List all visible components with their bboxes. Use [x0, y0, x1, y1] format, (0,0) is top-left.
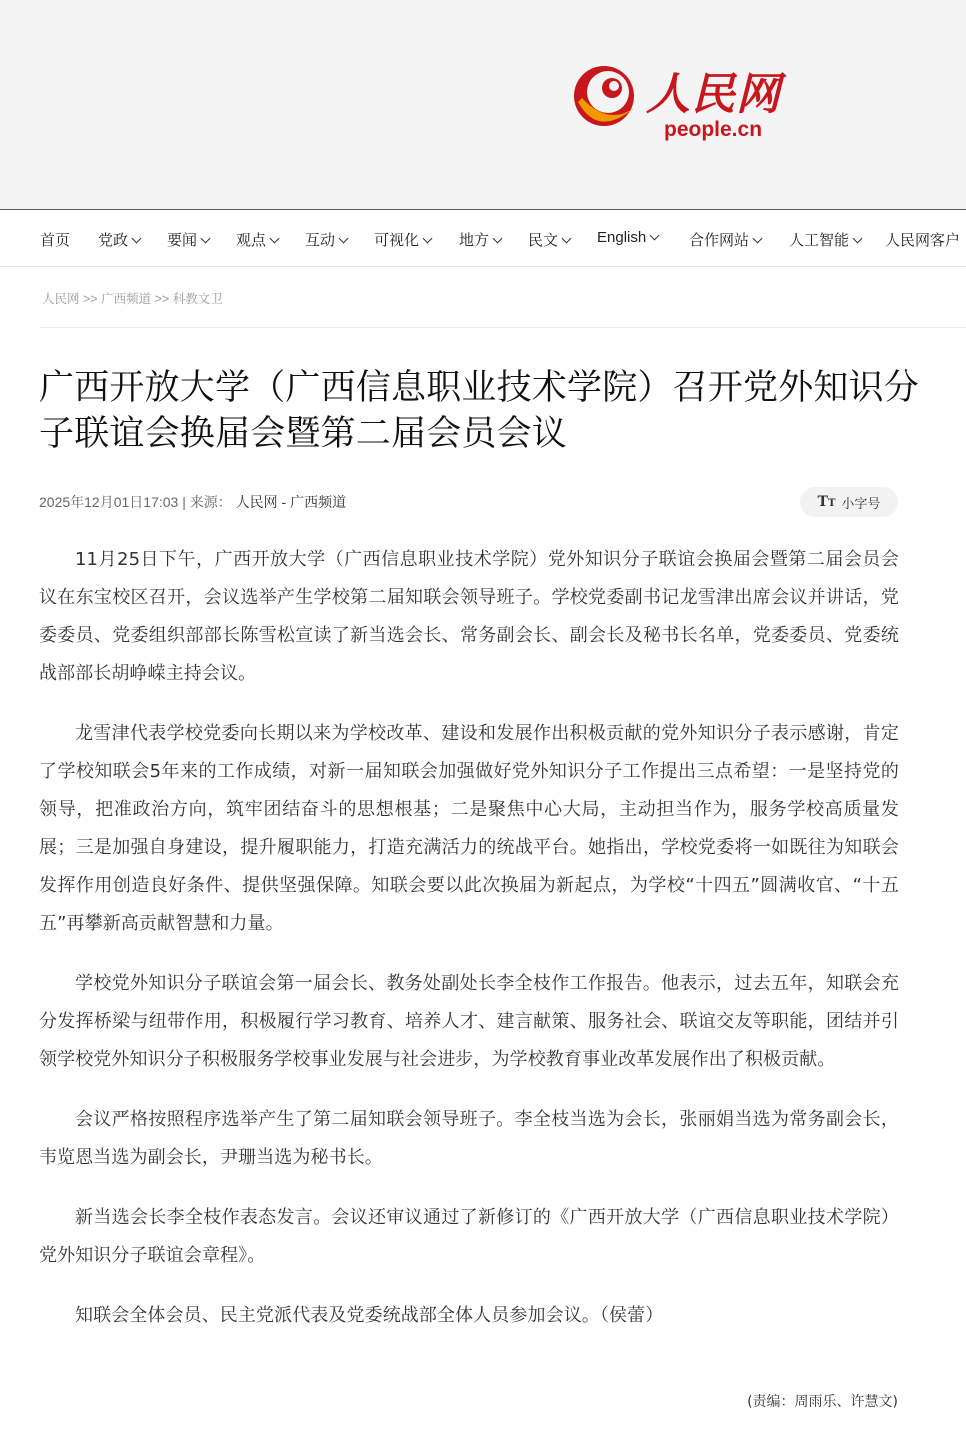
nav-item-app[interactable]	[885, 229, 960, 250]
article-meta	[39, 492, 346, 512]
nav-item-partners[interactable]	[689, 229, 761, 250]
logo-emblem-icon	[568, 58, 648, 138]
article-paragraph: 会议严格按照程序选举产生了第二届知联会领导班子。李全枝当选为会长，张丽娟当选为常务副会长，韦览恩当选为副会长，尹珊当选为秘书长。	[39, 1109, 899, 1168]
nav-item-news[interactable]	[167, 229, 209, 250]
chevron-down-icon	[201, 234, 211, 244]
nav-item-visual[interactable]	[374, 229, 431, 250]
article-paragraph: 龙雪津代表学校党委向长期以来为学校改革、建设和发展作出积极贡献的党外知识分子表示感谢，肯定了学校知联会5年来的工作成绩，对新一届知联会加强做好党外知识分子工作提出三点希望：一是坚持党的领导，把准政治方向，筑牢团结奋斗的思想根基；二是聚焦中心大局，主动担当作为，服务学校高质量发展；三是加强自身建设，提升履职能力，打造充满活力的统战平台。她指出，学校党委将一如既往为知联会发挥作用创造良好条件、提供坚强保障。知联会要以此次换届为新起点，为学校“十四五”圆满收官、“十五五”再攀新高贡献智慧和力量。	[39, 723, 899, 934]
chevron-down-icon	[423, 234, 433, 244]
chevron-down-icon	[562, 234, 572, 244]
main-nav	[0, 211, 966, 267]
breadcrumb-link-home[interactable]: 人民网	[42, 292, 80, 306]
nav-label: English	[597, 229, 647, 246]
article-datetime: 2025年12月01日17:03	[39, 494, 179, 510]
nav-label: 观点	[236, 232, 267, 249]
nav-label: 党政	[98, 232, 129, 249]
meta-separator: |	[182, 494, 190, 510]
chevron-down-icon	[853, 234, 863, 244]
nav-label: 要闻	[167, 232, 198, 249]
nav-item-interact[interactable]	[305, 229, 347, 250]
logo-text-cn: 人民网	[646, 69, 781, 120]
breadcrumb-divider	[40, 327, 966, 328]
article-paragraph: 学校党外知识分子联谊会第一届会长、教务处副处长李全枝作工作报告。他表示，过去五年，知联会充分发挥桥梁与纽带作用，积极履行学习教育、培养人才、建言献策、服务社会、联谊交友等职能，团结并引领学校党外知识分子积极服务学校事业发展与社会进步，为学校教育事业改革发展作出了积极贡献。	[39, 973, 899, 1070]
font-size-toggle-button[interactable]	[800, 487, 898, 517]
nav-label: 人工智能	[789, 232, 850, 249]
nav-label: 可视化	[374, 232, 420, 249]
breadcrumb	[42, 289, 223, 307]
chevron-down-icon	[493, 234, 503, 244]
article-paragraph: 新当选会长李全枝作表态发言。会议还审议通过了新修订的《广西开放大学（广西信息职业技术学院）党外知识分子联谊会章程》。	[39, 1207, 899, 1266]
header-band	[0, 0, 966, 210]
nav-label: 合作网站	[689, 232, 750, 249]
chevron-down-icon	[270, 234, 280, 244]
chevron-down-icon	[650, 231, 660, 241]
nav-label: 地方	[459, 232, 490, 249]
breadcrumb-link-section[interactable]: 科教文卫	[172, 292, 223, 306]
nav-label: 人民网客户	[885, 232, 961, 249]
nav-label: 首页	[40, 232, 71, 249]
article-paragraph: 11月25日下午，广西开放大学（广西信息职业技术学院）党外知识分子联谊会换届会暨第二届会员会议在东宝校区召开，会议选举产生学校第二届知联会领导班子。学校党委副书记龙雪津出席会议并讲话，党委委员、党委组织部部长陈雪松宣读了新当选会长、常务副会长、副会长及秘书长名单，党委委员、党委统战部部长胡峥嵘主持会议。	[39, 549, 899, 684]
nav-label: 民文	[528, 232, 559, 249]
people-cn-logo[interactable]	[568, 58, 798, 148]
breadcrumb-link-channel[interactable]: 广西频道	[101, 292, 152, 306]
chevron-down-icon	[132, 234, 142, 244]
article-title: 广西开放大学（广西信息职业技术学院）召开党外知识分子联谊会换届会暨第二届会员会议	[39, 368, 920, 454]
nav-item-english[interactable]	[597, 229, 658, 246]
article-source-link[interactable]: 人民网 - 广西频道	[235, 494, 347, 510]
source-label: 来源：	[189, 494, 232, 510]
nav-item-home[interactable]	[40, 229, 70, 250]
nav-item-local[interactable]	[459, 229, 501, 250]
nav-item-party[interactable]	[98, 229, 140, 250]
article-body	[39, 541, 899, 1357]
nav-item-opinion[interactable]	[236, 229, 278, 250]
font-size-toggle-label: 小字号	[841, 496, 881, 512]
chevron-down-icon	[753, 234, 763, 244]
logo-text-en: people.cn	[664, 118, 763, 141]
breadcrumb-separator: >>	[154, 292, 170, 306]
chevron-down-icon	[339, 234, 349, 244]
nav-label: 互动	[305, 232, 336, 249]
font-size-icon: TT	[817, 494, 836, 510]
breadcrumb-separator: >>	[83, 292, 98, 306]
nav-item-ai[interactable]	[789, 229, 861, 250]
nav-item-minority[interactable]	[528, 229, 570, 250]
article-paragraph: 知联会全体会员、民主党派代表及党委统战部全体人员参加会议。（侯蕾）	[75, 1305, 664, 1326]
article-editor: (责编：周雨乐、许慧文)	[747, 1394, 898, 1410]
